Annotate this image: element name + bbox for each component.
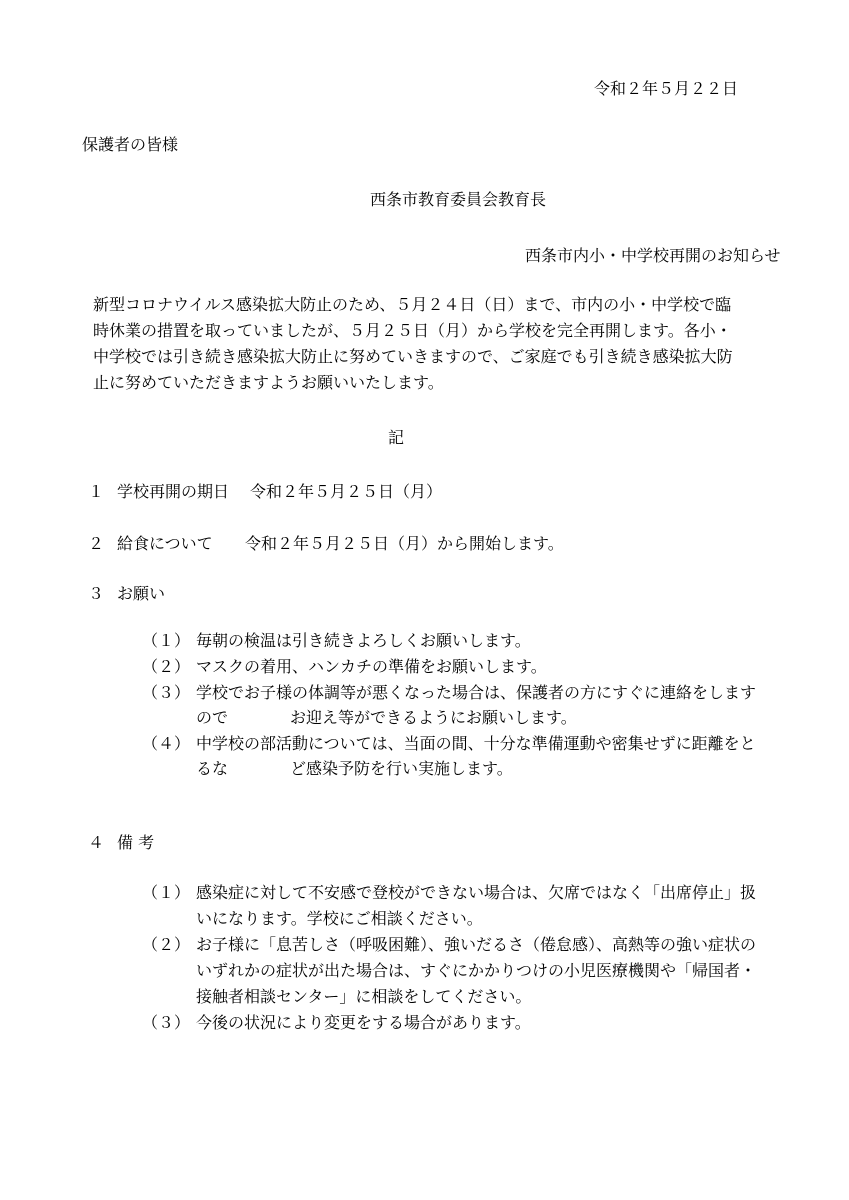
section-3-item-4-line-1: 中学校の部活動については、当面の間、十分な準備運動や密集せずに距離をと bbox=[196, 734, 756, 753]
section-3-item-1-text: 毎朝の検温は引き続きよろしくお願いします。 bbox=[196, 631, 531, 650]
section-2-label: 給食について bbox=[117, 534, 213, 553]
section-3-item-4-line-2a: るな bbox=[196, 759, 229, 778]
section-4-item-2-line-2: いずれかの症状が出た場合は、すぐにかかりつけの小児医療機関や「帰国者・ bbox=[196, 961, 757, 980]
intro-line-3: 中学校では引き続き感染拡大防止に努めていきますので、ご家庭でも引き続き感染拡大防 bbox=[93, 347, 733, 366]
intro-line-4: 止に努めていただきますようお願いいたします。 bbox=[93, 373, 444, 392]
document-date: 令和２年５月２２日 bbox=[594, 79, 739, 98]
ki-marker: 記 bbox=[388, 428, 405, 447]
section-3-number: ３ bbox=[88, 584, 105, 603]
section-3-item-2-text: マスクの着用、ハンカチの準備をお願いします。 bbox=[196, 657, 547, 676]
intro-line-1: 新型コロナウイルス感染拡大防止のため、５月２４日（日）まで、市内の小・中学校で臨 bbox=[93, 295, 732, 314]
section-3-item-3-line-2b: お迎え等ができるようにお願いします。 bbox=[290, 708, 577, 727]
section-4-label: 備 考 bbox=[117, 833, 155, 852]
document-title: 西条市内小・中学校再開のお知らせ bbox=[525, 246, 781, 265]
section-4-item-2-line-1: お子様に「息苦しさ（呼吸困難）、強いだるさ（倦怠感）、高熱等の強い症状の bbox=[196, 935, 757, 954]
section-3-item-3-line-2a: ので bbox=[196, 708, 229, 727]
section-1-number: １ bbox=[88, 482, 105, 501]
section-1-label: 学校再開の期日 bbox=[117, 482, 230, 501]
section-3-item-2-number: （２） bbox=[142, 657, 191, 676]
section-4-item-2-number: （２） bbox=[142, 935, 191, 954]
section-4-number: ４ bbox=[88, 833, 105, 852]
section-4-item-3-text: 今後の状況により変更をする場合があります。 bbox=[196, 1013, 531, 1032]
section-4-item-3-number: （３） bbox=[142, 1013, 191, 1032]
intro-paragraph bbox=[93, 292, 808, 396]
sender: 西条市教育委員会教育長 bbox=[370, 190, 547, 209]
section-4-item-1-number: （１） bbox=[142, 883, 191, 902]
intro-line-2: 時休業の措置を取っていましたが、５月２５日（月）から学校を完全再開します。各小・ bbox=[93, 321, 732, 340]
recipient: 保護者の皆様 bbox=[82, 135, 179, 154]
section-1-value: 令和２年５月２５日（月） bbox=[250, 482, 443, 501]
section-2-number: ２ bbox=[88, 534, 105, 553]
section-4-item-1-line-2: いになります。学校にご相談ください。 bbox=[196, 909, 483, 928]
section-2-value: 令和２年５月２５日（月）から開始します。 bbox=[245, 534, 564, 553]
section-3-label: お願い bbox=[117, 584, 166, 603]
section-3-item-4-number: （４） bbox=[142, 734, 191, 753]
section-3-item-3-number: （３） bbox=[142, 683, 191, 702]
section-3-item-1-number: （１） bbox=[142, 631, 191, 650]
section-4-item-2-line-3: 接触者相談センター」に相談をしてください。 bbox=[196, 987, 532, 1006]
section-3-item-4-line-2b: ど感染予防を行い実施します。 bbox=[290, 759, 513, 778]
section-3-item-3-line-1: 学校でお子様の体調等が悪くなった場合は、保護者の方にすぐに連絡をします bbox=[196, 683, 757, 702]
section-4-item-1-line-1: 感染症に対して不安感で登校ができない場合は、欠席ではなく「出席停止」扱 bbox=[196, 883, 757, 902]
